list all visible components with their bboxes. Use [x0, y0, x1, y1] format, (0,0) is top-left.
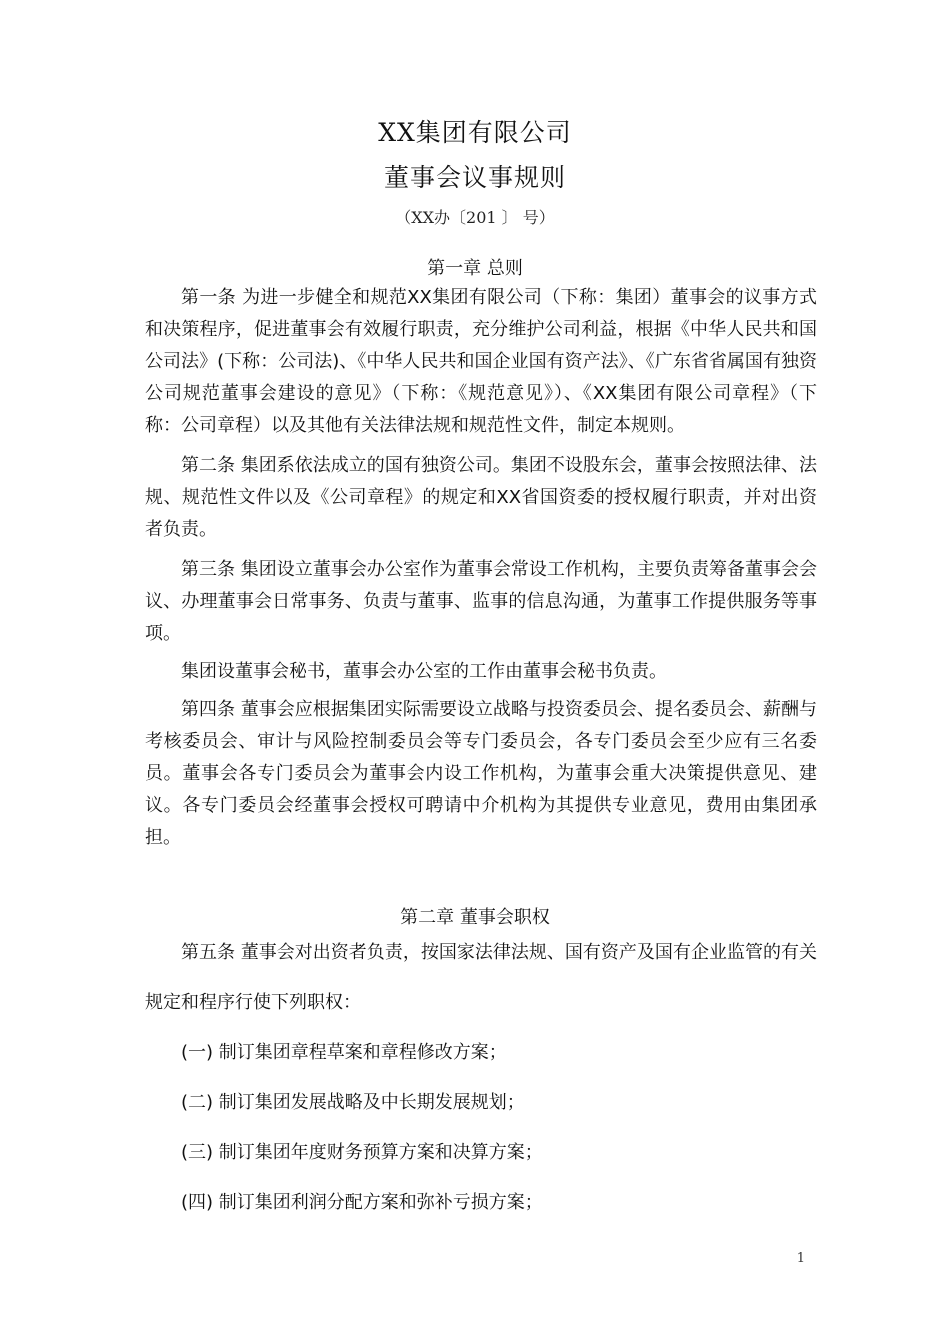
- document-number: （XX办〔201 〕 号）: [395, 208, 555, 227]
- list-item: (一) 制订集团章程草案和章程修改方案；: [181, 1042, 507, 1063]
- article-2: 第二条 集团系依法成立的国有独资公司。集团不设股东会，董事会按照法律、法规、规范性文件以及《公司章程》的规定和XX省国资委的授权履行职责，并对出资者负责。: [145, 455, 817, 540]
- list-item: (二) 制订集团发展战略及中长期发展规划；: [181, 1092, 525, 1113]
- article-4: 第四条 董事会应根据集团实际需要设立战略与投资委员会、提名委员会、薪酬与考核委员会、审计与风险控制委员会等专门委员会，各专门委员会至少应有三名委员。董事会各专门委员会为董事会内设工作机构，为董事会重大决策提供意见、建议。各专门委员会经董事会授权可聘请中介机构为其提供专业意见，费用由集团承担。: [145, 699, 817, 848]
- chapter-1-heading: 第一章 总则: [427, 258, 523, 279]
- company-title: XX集团有限公司: [378, 118, 572, 147]
- article-5: 第五条 董事会对出资者负责，按国家法律法规、国有资产及国有企业监管的有关规定和程序行使下列职权：: [145, 942, 817, 1013]
- list-item: (四) 制订集团利润分配方案和弥补亏损方案；: [181, 1192, 543, 1213]
- page-number: 1: [796, 1251, 805, 1266]
- list-item: (三) 制订集团年度财务预算方案和决算方案；: [181, 1142, 543, 1163]
- article-1: 第一条 为进一步健全和规范XX集团有限公司（下称：集团）董事会的议事方式和决策程序，促进董事会有效履行职责，充分维护公司利益，根据《中华人民共和国公司法》(下称：公司法)、《中华人民共和国企业国有资产法》、《广东省省属国有独资公司规范董事会建设的意见》（下称：《规范意见》）、《XX集团有限公司章程》（下称：公司章程）以及其他有关法律法规和规范性文件，制定本规则。: [145, 287, 817, 436]
- article-3-continuation: 集团设董事会秘书，董事会办公室的工作由董事会秘书负责。: [181, 661, 667, 682]
- article-3: 第三条 集团设立董事会办公室作为董事会常设工作机构，主要负责筹备董事会会议、办理董事会日常事务、负责与董事、监事的信息沟通，为董事工作提供服务等事项。: [145, 559, 817, 644]
- chapter-2-heading: 第二章 董事会职权: [400, 907, 550, 928]
- chapter-1-body: [145, 282, 817, 854]
- chapter-2-body: [145, 928, 817, 1228]
- document-title: 董事会议事规则: [383, 163, 566, 192]
